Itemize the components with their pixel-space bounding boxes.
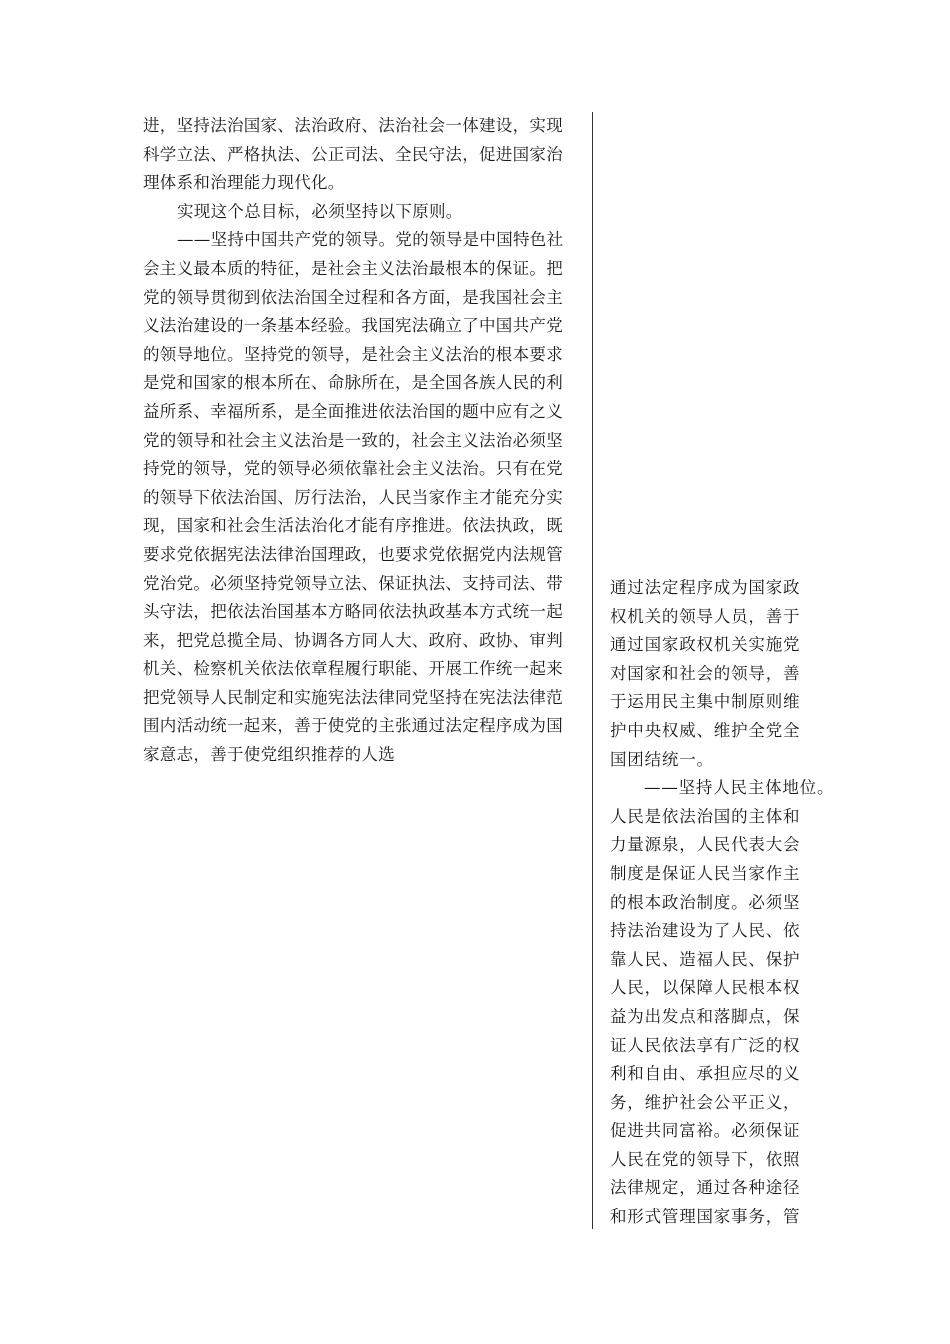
side-text-column xyxy=(610,574,835,1232)
text-line: 对国家和社会的领导，善 xyxy=(610,663,801,683)
text-line: 党治党。必须坚持党领导立法、保证执法、支持司法、带 xyxy=(143,573,563,593)
text-line: 是党和国家的根本所在、命脉所在，是全国各族人民的利 xyxy=(143,373,563,393)
text-line: 制度是保证人民当家作主 xyxy=(610,863,801,883)
text-line: 人民在党的领导下，依照 xyxy=(610,1149,801,1169)
text-line: 护中央权威、维护全党全 xyxy=(610,720,801,740)
text-line: 理体系和治理能力现代化。 xyxy=(143,173,345,193)
text-line: 务，维护社会公平正义， xyxy=(610,1092,801,1112)
text-line: 党的领导贯彻到依法治国全过程和各方面，是我国社会主 xyxy=(143,287,563,307)
text-line: 力量源泉，人民代表大会 xyxy=(610,835,801,855)
text-line: 于运用民主集中制原则维 xyxy=(610,692,801,712)
text-line: 促进共同富裕。必须保证 xyxy=(610,1121,801,1141)
text-line: ——坚持人民主体地位。 xyxy=(644,778,835,798)
text-line: 现，国家和社会生活法治化才能有序推进。依法执政，既 xyxy=(143,516,563,536)
text-line: 要求党依据宪法法律治国理政，也要求党依据党内法规管 xyxy=(143,544,563,564)
text-line: 持法治建设为了人民、依 xyxy=(610,921,801,941)
text-line: 科学立法、严格执法、公正司法、全民守法，促进国家治 xyxy=(143,144,563,164)
text-line: 的领导地位。坚持党的领导，是社会主义法治的根本要求 xyxy=(143,344,563,364)
text-line: 围内活动统一起来，善于使党的主张通过法定程序成为国 xyxy=(143,716,563,736)
text-line: 证人民依法享有广泛的权 xyxy=(610,1035,801,1055)
text-line: 靠人民、造福人民、保护 xyxy=(610,949,801,969)
text-line: 党的领导和社会主义法治是一致的，社会主义法治必须坚 xyxy=(143,430,563,450)
text-line: 来，把党总揽全局、协调各方同人大、政府、政协、审判 xyxy=(143,630,563,650)
text-line: 利和自由、承担应尽的义 xyxy=(610,1064,801,1084)
text-line: 把党领导人民制定和实施宪法法律同党坚持在宪法法律范 xyxy=(143,687,563,707)
text-line: 家意志，善于使党组织推荐的人选 xyxy=(143,745,395,765)
column-divider xyxy=(592,112,593,1229)
text-line: 和形式管理国家事务，管 xyxy=(610,1207,801,1227)
text-line: 持党的领导，党的领导必须依靠社会主义法治。只有在党 xyxy=(143,459,563,479)
text-line: 通过国家政权机关实施党 xyxy=(610,635,801,655)
text-line: 进，坚持法治国家、法治政府、法治社会一体建设，实现 xyxy=(143,116,563,135)
text-line: 人民是依法治国的主体和 xyxy=(610,806,801,826)
text-line: 法律规定，通过各种途径 xyxy=(610,1178,801,1198)
text-line: 通过法定程序成为国家政 xyxy=(610,578,801,597)
text-line: ——坚持中国共产党的领导。党的领导是中国特色社 xyxy=(177,230,564,250)
text-line: 头守法，把依法治国基本方略同依法执政基本方式统一起 xyxy=(143,602,563,622)
main-text-column xyxy=(143,112,579,770)
text-line: 的领导下依法治国、厉行法治，人民当家作主才能充分实 xyxy=(143,487,563,507)
text-line: 国团结统一。 xyxy=(610,749,714,769)
text-line: 的根本政治制度。必须坚 xyxy=(610,892,801,912)
text-line: 权机关的领导人员，善于 xyxy=(610,606,801,626)
text-line: 会主义最本质的特征，是社会主义法治最根本的保证。把 xyxy=(143,258,563,278)
text-line: 人民，以保障人民根本权 xyxy=(610,978,801,998)
text-line: 义法治建设的一条基本经验。我国宪法确立了中国共产党 xyxy=(143,316,563,336)
text-line: 益所系、幸福所系，是全面推进依法治国的题中应有之义 xyxy=(143,401,563,421)
text-line: 益为出发点和落脚点，保 xyxy=(610,1006,801,1026)
text-line: 机关、检察机关依法依章程履行职能、开展工作统一起来 xyxy=(143,659,563,679)
text-line: 实现这个总目标，必须坚持以下原则。 xyxy=(177,201,463,221)
